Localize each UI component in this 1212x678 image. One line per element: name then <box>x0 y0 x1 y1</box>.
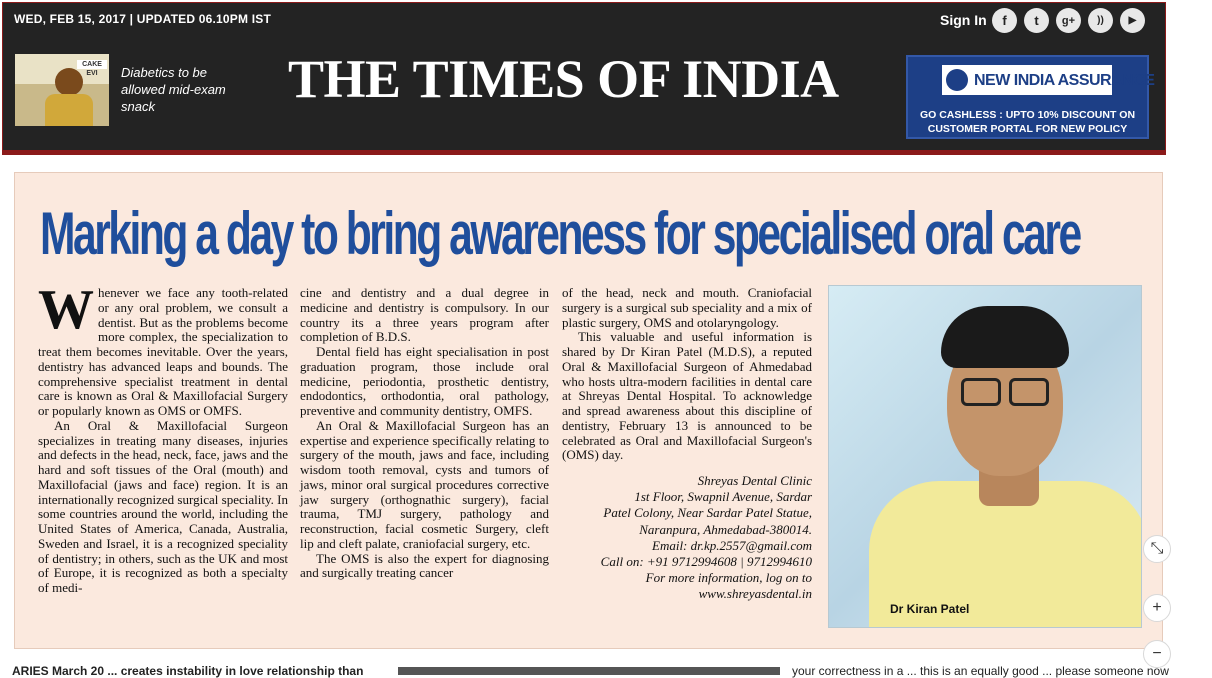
site-logo[interactable]: THE TIMES OF INDIA <box>288 49 839 109</box>
address-line: Patel Colony, Near Sardar Patel Statue, <box>603 505 812 521</box>
address-line: 1st Floor, Swapnil Avenue, Sardar <box>634 489 812 505</box>
divider <box>398 667 780 675</box>
clinic-name: Shreyas Dental Clinic <box>697 473 812 488</box>
fit-screen-icon[interactable]: ⤡ <box>1143 535 1171 563</box>
ad-brand-box <box>940 63 1155 97</box>
more-info: For more information, log on to <box>645 570 812 586</box>
next-article-snippet: ARIES March 20 ... creates instability in love relationship than <box>12 664 364 678</box>
insurance-emblem-icon <box>946 69 968 91</box>
facebook-icon[interactable]: f <box>992 8 1017 33</box>
photo-caption: Dr Kiran Patel <box>890 602 970 616</box>
ad-line-1: GO CASHLESS : UPTO 10% DISCOUNT ON <box>919 109 1136 121</box>
contact-phone: Call on: +91 9712994608 | 9712994610 <box>600 554 812 570</box>
article-column-1 <box>38 279 288 596</box>
article-column-2 <box>300 286 549 581</box>
article-headline: Marking a day to bring awareness for specialised oral care <box>40 200 1080 267</box>
teaser-headline[interactable]: Diabetics to be allowed mid-exam snack <box>121 65 226 114</box>
paragraph: henever we face any tooth-related or any oral problem, we consult a dentist. But as the problems become more complex, the specialization to treat them becomes inevitable. Over the years, dentistry has advanced leaps and bounds. The comprehensive specialist treatment in dental care is known as Oral & Maxillofacial Surgery or popularly known as OMS or OMFS. <box>38 285 288 418</box>
paragraph: This valuable and useful information is shared by Dr Kiran Patel (M.D.S), a reputed Oral & Maxillofacial Surgeon of Ahmedabad who hosts ultra-modern facilities in dental care at Shreyas Dental Hospital. To acknowledge and spread awareness about this discipline of dentistry, February 13 is announced to be celebrated as Oral and Maxillofacial Surgeon's (OMS) day. <box>562 329 812 463</box>
website: www.shreyasdental.in <box>698 586 812 602</box>
ad-brand: NEW INDIA ASSURANCE <box>974 72 1155 89</box>
sign-in-link[interactable]: Sign In <box>940 12 987 28</box>
twitter-icon[interactable]: t <box>1024 8 1049 33</box>
address-line: Naranpura, Ahmedabad-380014. <box>639 521 812 537</box>
doctor-photo <box>828 285 1142 628</box>
contact-block <box>562 473 812 603</box>
zoom-in-button[interactable]: + <box>1143 594 1171 622</box>
ad-banner[interactable] <box>906 55 1155 139</box>
paragraph: An Oral & Maxillofacial Surgeon has an expertise and experience specifically relating to surgery of the mouth, jaws and face, including wisdom tooth removal, cysts and tumors of jaws, minor oral surgical procedures corrective jaw surgery (orthognathic surgery), facial trauma, TMJ surgery, pathology and reconstruction, facial cosmetic Surgery, cleft lip and cleft palate, craniofacial surgery, etc. <box>300 417 549 551</box>
google-plus-icon[interactable]: g+ <box>1056 8 1081 33</box>
paragraph: Dental field has eight specialisation in post graduation program, those include oral medicine, periodontia, prosthetic dentistry, endodontics, orthodontia, oral pathology, preventive and community dentistry, OMFS. <box>300 344 549 418</box>
zoom-out-button[interactable]: − <box>1143 640 1171 668</box>
paragraph: of the head, neck and mouth. Craniofacial surgery is a surgical sub speciality and a mix of plastic surgery, OMS and otolaryngology. <box>562 285 812 330</box>
rss-icon[interactable]: )) <box>1088 8 1113 33</box>
teaser-thumbnail[interactable] <box>15 54 109 126</box>
ad-line-2: CUSTOMER PORTAL FOR NEW POLICY <box>927 123 1128 135</box>
contact-email: Email: dr.kp.2557@gmail.com <box>652 537 812 553</box>
paragraph: The OMS is also the expert for diagnosing and surgically treating cancer <box>300 550 549 581</box>
youtube-icon[interactable]: ▶ <box>1120 8 1145 33</box>
teaser-thumbnail-sign: CAKE EVI <box>77 60 107 69</box>
paragraph: cine and dentistry and a dual degree in medicine and dentistry is compulsory. In our country its a three years program after completion of B.D.S. <box>300 285 549 345</box>
article-column-3 <box>562 286 812 603</box>
dateline: WED, FEB 15, 2017 | UPDATED 06.10PM IST <box>14 12 272 26</box>
next-article-snippet-right: your correctness in a ... this is an equally good ... please someone now <box>792 664 1169 678</box>
paragraph: An Oral & Maxillofacial Surgeon specializes in treating many diseases, injuries and defects in the head, neck, face, jaws and the hard and soft tissues of the Oral (mouth) and Maxillofacial (jaws and face) region. It is an internationally recognized surgical speciality. In some countries around the world, including the United States of America, Canada, Australia, Sweden and Israel, it is a recognized speciality of dentistry; in others, such as the UK and most of Europe, it is recognized as both a specialty of medi- <box>38 417 288 595</box>
drop-cap: W <box>38 279 94 341</box>
